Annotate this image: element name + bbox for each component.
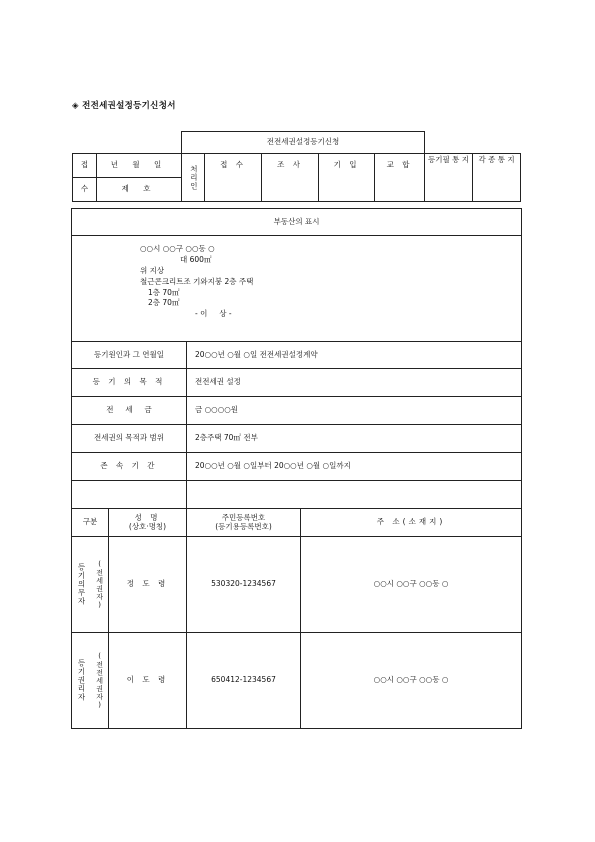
main-form-table: [71, 208, 522, 729]
property-header: 부동산의 표시: [72, 209, 522, 236]
row-value-purpose: 전전세권 설정: [187, 369, 522, 397]
receipt-col-gakjong: 각 종 통 지: [473, 154, 521, 202]
property-line: - 이 상 -: [195, 309, 232, 319]
receipt-header: 전전세권설정등기신청: [182, 132, 425, 154]
row-value-cause: 20○○년 ○월 ○일 전전세권설정계약: [187, 342, 522, 369]
party-header-id: 주민등록번호 (등기용등록번호): [187, 509, 301, 537]
property-line: ○○시 ○○구 ○○동 ○: [140, 244, 215, 253]
row-value-scope: 2층주택 70㎡ 전부: [187, 425, 522, 453]
row-value-deposit: 금 ○○○○원: [187, 397, 522, 425]
page-title: ◈ 전전세권설정등기신청서: [72, 101, 176, 111]
receipt-table: [72, 131, 521, 202]
row-label-purpose: 등 기 의 목 적: [72, 369, 187, 397]
party-header-name: 성 명 (상호·명칭): [109, 509, 187, 537]
party-obligor-address: ○○시 ○○구 ○○동 ○: [301, 537, 522, 633]
receipt-col-gyohap: 교 합: [375, 154, 425, 202]
receipt-cheori-label: 처리인: [182, 154, 205, 202]
row-label-cause: 등기원인과 그 연월일: [72, 342, 187, 369]
property-line: 2층 70㎡: [148, 298, 180, 308]
receipt-ymd-label: 년 월 일: [97, 154, 182, 178]
party-header-address: 주 소(소재지): [301, 509, 522, 537]
property-description: [72, 236, 522, 342]
party-holder-name: 이 도 령: [109, 633, 187, 729]
party-obligor-name: 정 도 령: [109, 537, 187, 633]
party-obligor-label: 등기의무자 (전세권자): [72, 537, 109, 633]
row-label-blank: [72, 481, 187, 509]
party-holder-label: 등기권리자 (전전세권자): [72, 633, 109, 729]
party-header-gubun: 구분: [72, 509, 109, 537]
receipt-col-deunggipil: 등기필 통 지: [425, 154, 473, 202]
row-label-scope: 전세권의 목적과 범위: [72, 425, 187, 453]
party-holder-address: ○○시 ○○구 ○○동 ○: [301, 633, 522, 729]
row-value-blank: [187, 481, 522, 509]
row-label-deposit: 전 세 금: [72, 397, 187, 425]
property-line: 1층 70㎡: [148, 287, 180, 297]
property-line: 철근콘크리트조 기와지붕 2층 주택: [140, 276, 254, 286]
party-holder-id: 650412-1234567: [187, 633, 301, 729]
receipt-col-giip: 기 입: [319, 154, 375, 202]
receipt-su-label: 수: [73, 178, 97, 202]
row-label-duration: 존 속 기 간: [72, 453, 187, 481]
receipt-jeho-label: 제 호: [97, 178, 182, 202]
property-line: 대 600㎡: [180, 254, 212, 264]
receipt-jeop-label: 접: [73, 154, 97, 178]
row-value-duration: 20○○년 ○월 ○일부터 20○○년 ○월 ○일까지: [187, 453, 522, 481]
receipt-col-josa: 조 사: [262, 154, 319, 202]
property-line: 위 지상: [140, 265, 165, 275]
party-obligor-id: 530320-1234567: [187, 537, 301, 633]
receipt-col-jeopsu: 접 수: [205, 154, 262, 202]
